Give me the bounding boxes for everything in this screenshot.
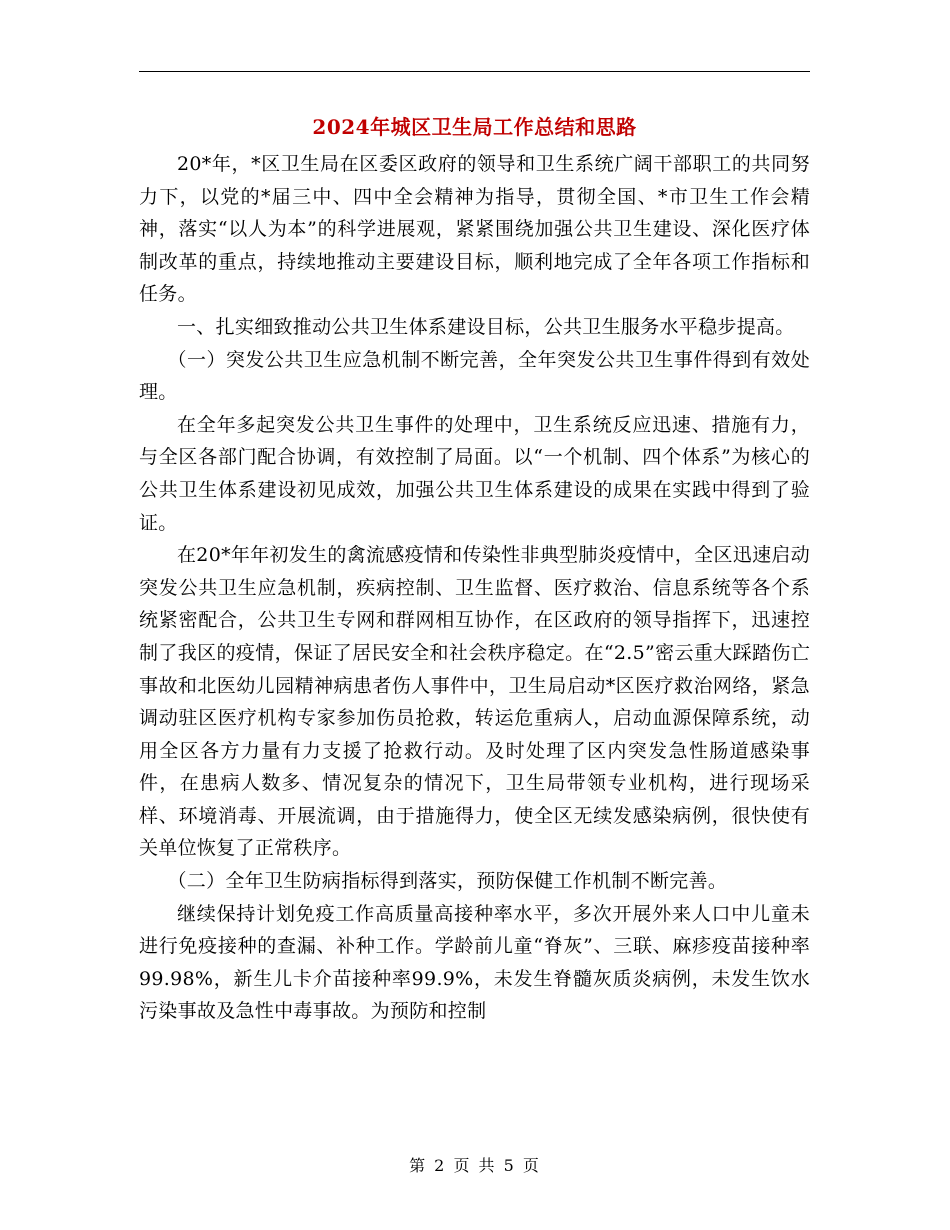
paragraph-emergency-response: 在全年多起突发公共卫生事件的处理中，卫生系统反应迅速、措施有力，与全区各部门配合协调，有效控制了局面。以“一个机制、四个体系”为核心的公共卫生体系建设初见成效，加强公共卫生体系建设的成果在实践中得到了验证。	[139, 413, 810, 534]
subsection-heading-1: （一）突发公共卫生应急机制不断完善，全年突发公共卫生事件得到有效处理。	[139, 348, 810, 404]
paragraph-immunization: 继续保持计划免疫工作高质量高接种率水平，多次开展外来人口中儿童未进行免疫接种的查漏、补种工作。学龄前儿童“脊灰”、三联、麻疹疫苗接种率99.98%，新生儿卡介苗接种率99.9%，未发生脊髓灰质炎病例，未发生饮水污染事故及急性中毒事故。为预防和控制	[139, 902, 810, 1023]
document-title: 2024年城区卫生局工作总结和思路	[312, 115, 637, 139]
document-body	[139, 148, 810, 1028]
header-rule	[139, 71, 810, 72]
page-number-footer: 第 2 页 共 5 页	[409, 1156, 541, 1175]
paragraph-intro: 20*年，*区卫生局在区委区政府的领导和卫生系统广阔干部职工的共同努力下，以党的*届三中、四中全会精神为指导，贯彻全国、*市卫生工作会精神，落实“以人为本”的科学进展观，紧紧围绕加强公共卫生建设、深化医疗体制改革的重点，持续地推动主要建设目标，顺利地完成了全年各项工作指标和任务。	[139, 153, 810, 306]
paragraph-epidemic-control: 在20*年年初发生的禽流感疫情和传染性非典型肺炎疫情中，全区迅速启动突发公共卫生应急机制，疾病控制、卫生监督、医疗救治、信息系统等各个系统紧密配合，公共卫生专网和群网相互协作，在区政府的领导指挥下，迅速控制了我区的疫情，保证了居民安全和社会秩序稳定。在“2.5”密云重大踩踏伤亡事故和北医幼儿园精神病患者伤人事件中，卫生局启动*区医疗救治网络，紧急调动驻区医疗机构专家参加伤员抢救，转运危重病人，启动血源保障系统，动用全区各方力量有力支援了抢救行动。及时处理了区内突发急性肠道感染事件，在患病人数多、情况复杂的情况下，卫生局带领专业机构，进行现场采样、环境消毒、开展流调，由于措施得力，使全区无续发感染病例，很快使有关单位恢复了正常秩序。	[139, 544, 810, 860]
section-heading-1: 一、扎实细致推动公共卫生体系建设目标，公共卫生服务水平稳步提高。	[177, 315, 795, 338]
subsection-heading-2: （二）全年卫生防病指标得到落实，预防保健工作机制不断完善。	[167, 870, 728, 893]
